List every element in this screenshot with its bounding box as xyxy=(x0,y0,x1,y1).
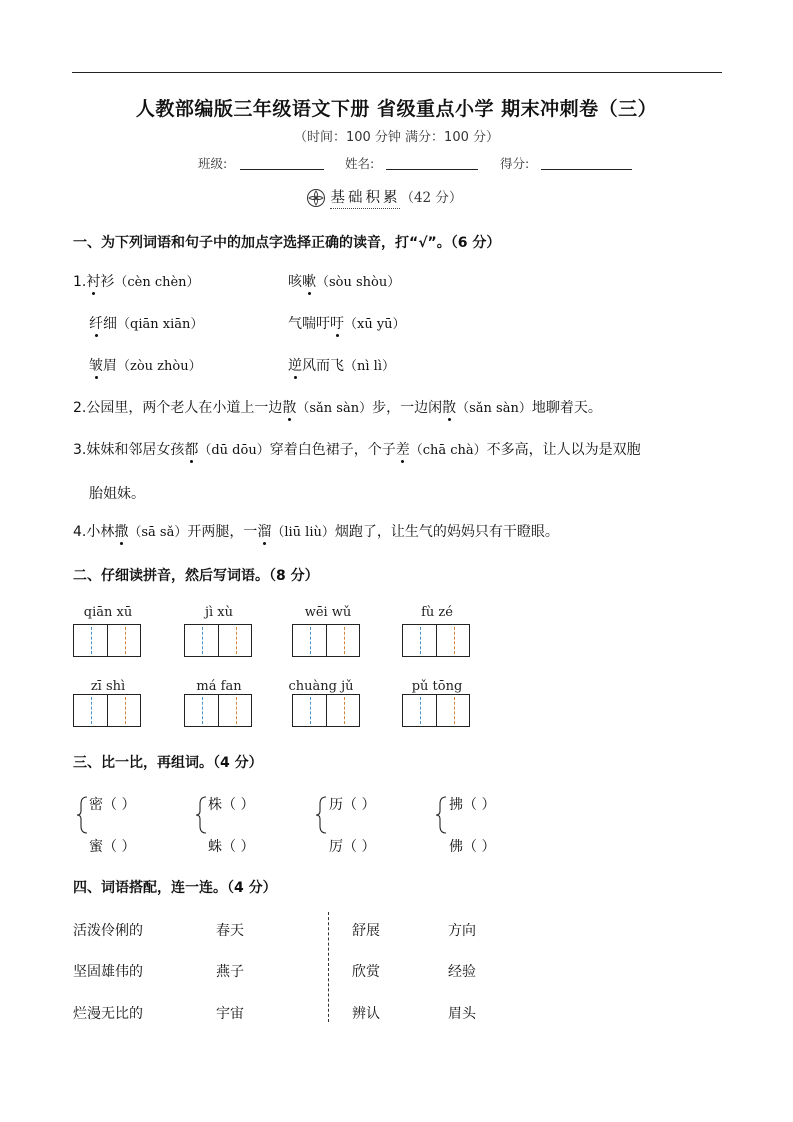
compare-word: 株（ ） xyxy=(208,797,255,813)
score-label: 得分: xyxy=(500,156,530,171)
question-4: 4.小林撒（sā sǎ）开两腿，一溜（liū liù）烟跑了，让生气的妈妈只有干瞪眼。 xyxy=(73,524,559,540)
writing-box[interactable] xyxy=(73,694,141,727)
page-subtitle: （时间：100 分钟 满分：100 分） xyxy=(293,130,500,145)
pinyin-label: fù zé xyxy=(421,605,453,620)
banner-score: （42 分） xyxy=(400,190,463,206)
brace-icon xyxy=(435,796,447,834)
section-3-heading: 三、比一比，再组词。（4 分） xyxy=(73,755,263,771)
writing-box[interactable] xyxy=(292,624,360,657)
brace-icon xyxy=(315,796,327,834)
compare-word: 拂（ ） xyxy=(449,797,496,813)
compare-word: 蛛（ ） xyxy=(208,839,255,855)
pinyin-label: jì xù xyxy=(204,605,234,620)
name-label: 姓名: xyxy=(345,156,375,171)
pinyin-label: qiān xū xyxy=(83,605,133,620)
flower-icon xyxy=(306,188,326,208)
match-left-b[interactable]: 燕子 xyxy=(216,964,244,980)
writing-box[interactable] xyxy=(184,624,252,657)
column-divider xyxy=(328,912,329,1022)
top-rule xyxy=(72,72,722,73)
compare-word: 密（ ） xyxy=(89,797,136,813)
class-label: 班级: xyxy=(198,156,228,171)
match-left-a[interactable]: 坚固雄伟的 xyxy=(73,964,143,980)
match-left-a[interactable]: 烂漫无比的 xyxy=(73,1006,143,1022)
pinyin-label: zī shì xyxy=(90,679,126,694)
section-4-heading: 四、词语搭配，连一连。（4 分） xyxy=(73,880,277,896)
pinyin-label: wēi wǔ xyxy=(304,605,352,620)
compare-word: 历（ ） xyxy=(329,797,376,813)
match-left-b[interactable]: 春天 xyxy=(216,923,244,939)
match-left-a[interactable]: 活泼伶俐的 xyxy=(73,923,143,939)
score-field[interactable] xyxy=(541,169,632,170)
match-left-b[interactable]: 宇宙 xyxy=(216,1006,244,1022)
question-1f: 逆风而飞（nì lì） xyxy=(288,358,395,374)
compare-word: 厉（ ） xyxy=(329,839,376,855)
section-2-heading: 二、仔细读拼音，然后写词语。（8 分） xyxy=(73,568,319,584)
question-1b: 咳嗽（sòu shòu） xyxy=(288,274,401,290)
writing-box[interactable] xyxy=(184,694,252,727)
question-2: 2.公园里，两个老人在小道上一边散（sǎn sàn）步，一边闲散（sǎn sàn）地聊着天。 xyxy=(73,400,602,416)
page-title: 人教部编版三年级语文下册 省级重点小学 期末冲刺卷（三） xyxy=(135,98,658,120)
match-right-b[interactable]: 方向 xyxy=(448,923,476,939)
writing-box[interactable] xyxy=(292,694,360,727)
pinyin-label: má fan xyxy=(196,679,242,694)
question-1c: 纤细（qiān xiān） xyxy=(89,316,204,332)
pinyin-label: pǔ tōng xyxy=(411,679,463,694)
brace-icon xyxy=(76,796,88,834)
compare-word: 蜜（ ） xyxy=(89,839,136,855)
question-1d: 气喘吁吁（xū yū） xyxy=(288,316,406,332)
match-right-b[interactable]: 经验 xyxy=(448,964,476,980)
pinyin-label: chuàng jǔ xyxy=(288,679,354,694)
section-1-heading: 一、为下列词语和句子中的加点字选择正确的读音，打“√”。（6 分） xyxy=(73,235,501,251)
match-right-a[interactable]: 辨认 xyxy=(352,1006,380,1022)
brace-icon xyxy=(195,796,207,834)
writing-box[interactable] xyxy=(402,694,470,727)
writing-box[interactable] xyxy=(73,624,141,657)
writing-box[interactable] xyxy=(402,624,470,657)
match-right-a[interactable]: 欣赏 xyxy=(352,964,380,980)
compare-word: 佛（ ） xyxy=(449,839,496,855)
match-right-b[interactable]: 眉头 xyxy=(448,1006,476,1022)
match-right-a[interactable]: 舒展 xyxy=(352,923,380,939)
question-1a: 1.衬衫（cèn chèn） xyxy=(73,274,200,290)
question-1e: 皱眉（zòu zhòu） xyxy=(89,358,202,374)
class-field[interactable] xyxy=(240,169,324,170)
question-3: 3.妹妹和邻居女孩都（dū dōu）穿着白色裙子，个子差（chā chà）不多高，让人以为是双胞 xyxy=(73,442,641,458)
section-banner xyxy=(306,186,462,208)
banner-title: 基础积累 xyxy=(330,190,400,209)
question-3-line2: 胎姐妹。 xyxy=(89,486,145,502)
name-field[interactable] xyxy=(386,169,478,170)
